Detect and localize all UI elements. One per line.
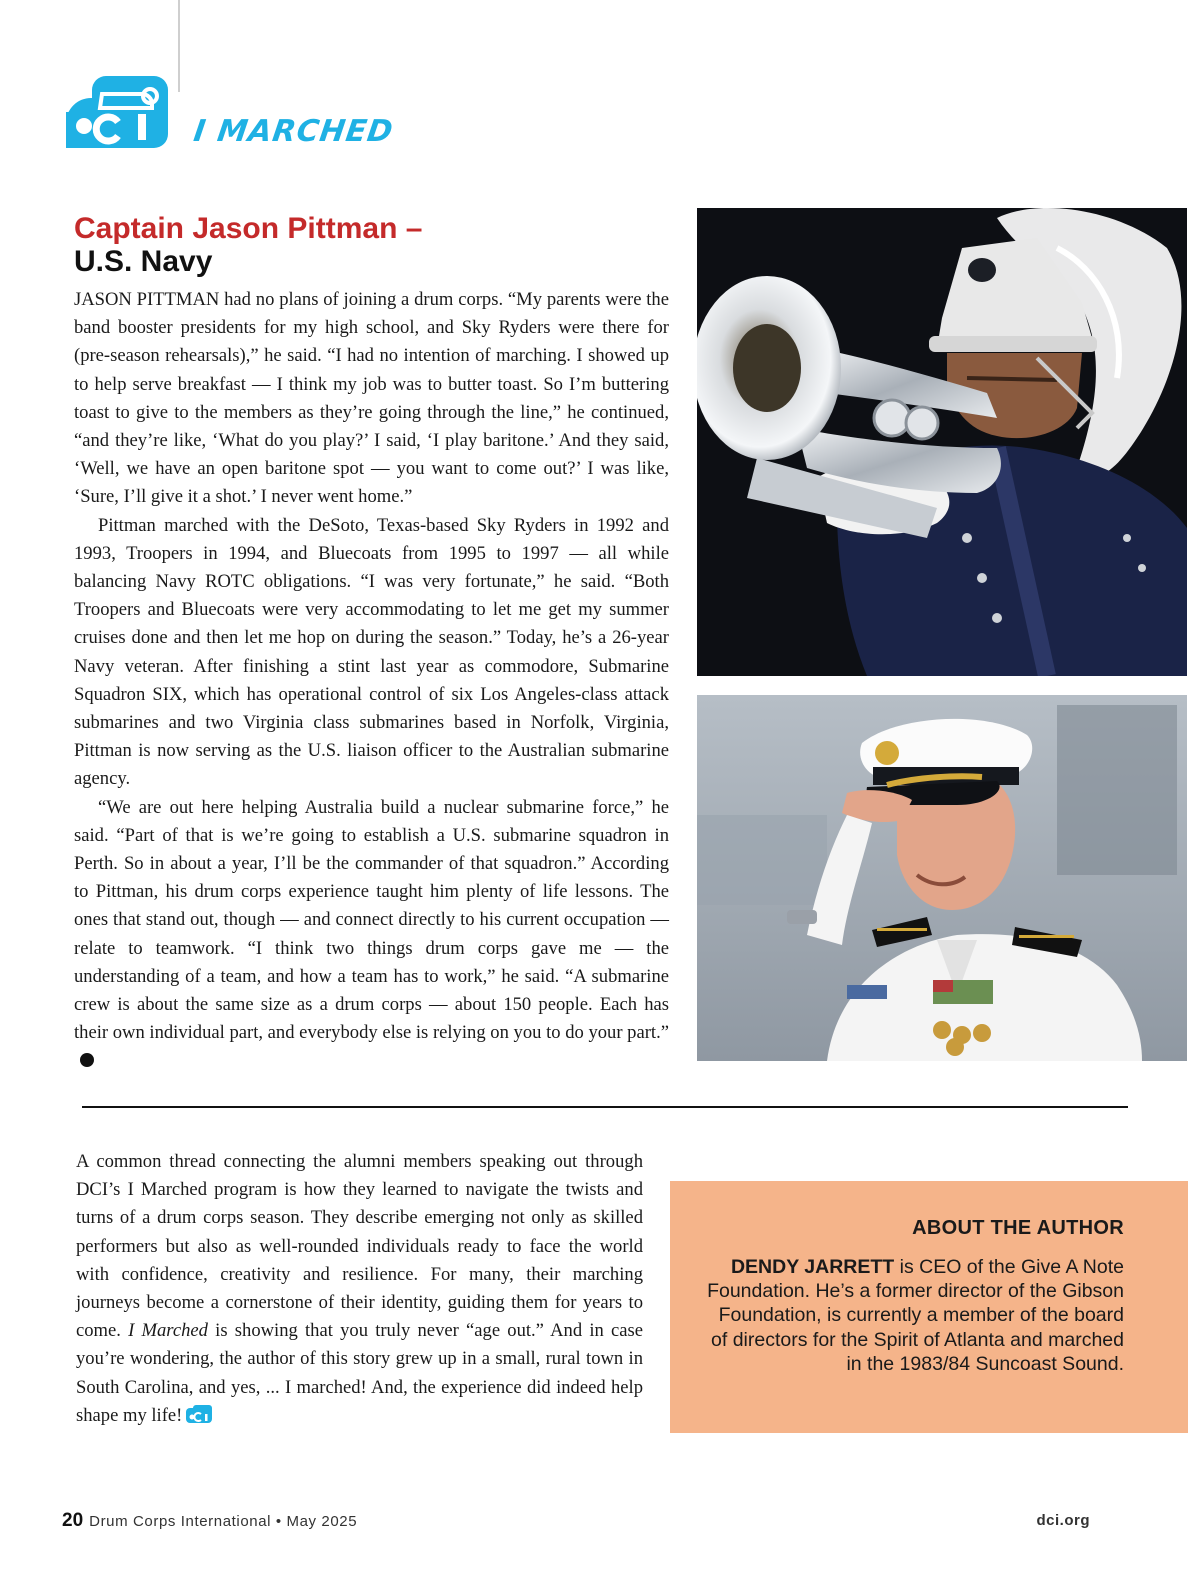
header-divider [178, 0, 180, 92]
photo-drum-corps-performer [697, 208, 1187, 676]
dci-logo [66, 76, 168, 148]
article-paragraph: JASON PITTMAN had no plans of joining a drum corps. “My parents were the band booster presidents for my high school, and Sky Ryders were there for (pre-season rehearsals),” he said. “I had no intention of marching. I showed up to help serve breakfast — I think my job was to butter toast. So I’m buttering toast to give to the members as they’re going through the line,” he continued, “and they’re like, ‘What do you play?’ I said, ‘I play baritone.’ And they said, ‘Well, we have an open baritone spot — you want to come out?’ I was like, ‘Sure, I’ll give it a shot.’ I never went home.” [74, 289, 669, 508]
article-paragraph-text: “We are out here helping Australia build a nuclear submarine force,” he said. “Part of that is we’re going to establish a U.S. submarine squadron in Perth. So in about a year, I’ll be the commander of that squadron.” According to Pittman, his drum corps experience taught him plenty of life lessons. The ones that stand out, though — and connect directly to his current occupation — relate to teamwork. “I think two things drum corps gave me — the understanding of a team, and how a team has to work,” he said. “A submarine crew is about the same size as a drum corps — about 150 people. Each has their own individual part, and everybody else is relying on you to do your part.” [74, 796, 669, 1044]
article-paragraph-last [74, 794, 669, 1076]
end-mark-icon [80, 1053, 94, 1067]
page-number: 20 [62, 1510, 84, 1531]
closing-text-part-1: A common thread connecting the alumni members speaking out through DCI’s I Marched program is how they learned to navigate the twists and turns of a drum corps season. They describe emerging not only as skilled performers but also as well-rounded individuals ready to face the world with confidence, creativity and resilience. For many, their marching journeys become a cornerstone of their identity, guiding them for years to come. [76, 1151, 643, 1342]
publication-info: Drum Corps International • May 2025 [89, 1513, 358, 1530]
photo-naval-officer-saluting [697, 695, 1187, 1061]
section-divider [82, 1106, 1128, 1108]
dci-end-logo-icon [186, 1405, 212, 1423]
about-author-box [670, 1181, 1188, 1433]
website-link[interactable]: dci.org [1036, 1512, 1090, 1529]
closing-note [76, 1148, 643, 1430]
article-body [74, 286, 669, 1076]
program-name-italic: I Marched [128, 1320, 208, 1342]
section-title: I MARCHED [191, 114, 396, 149]
article-headline [74, 212, 422, 278]
closing-text-part-2: is showing that you truly never “age out.” And in case you’re wondering, the author of this story grew up in a small, rural town in South Carolina, and yes, ... I marched! And, the experience did indeed help shape my life! [76, 1320, 644, 1426]
about-author-bio [704, 1255, 1124, 1376]
author-bio-text: is CEO of the Give A Note Foundation. He’s a former director of the Gibson Foundation, is currently a member of the board of directors for the Spirit of Atlanta and marched in the 1983/84 Suncoast Sound. [707, 1256, 1124, 1375]
about-author-title: ABOUT THE AUTHOR [912, 1217, 1124, 1239]
article-paragraph: Pittman marched with the DeSoto, Texas-based Sky Ryders in 1992 and 1993, Troopers in 1994, and Bluecoats from 1995 to 1997 — all while balancing Navy ROTC obligations. “I was very fortunate,” he said. “Both Troopers and Bluecoats were very accommodating to let me get my summer cruises done and then let me hop on during the season.” Today, he’s a 26-year Navy veteran. After finishing a stint last year as commodore, Submarine Squadron SIX, which has operational control of six Los Angeles-class attack submarines and two Virginia class submarines based in Norfolk, Virginia, Pittman is now serving as the U.S. liaison officer to the Australian submarine agency. [74, 514, 669, 790]
page-footer [62, 1510, 357, 1532]
headline-name: Captain Jason Pittman – [74, 212, 423, 245]
author-name: DENDY JARRETT [730, 1256, 895, 1278]
headline-branch: U.S. Navy [74, 245, 213, 278]
